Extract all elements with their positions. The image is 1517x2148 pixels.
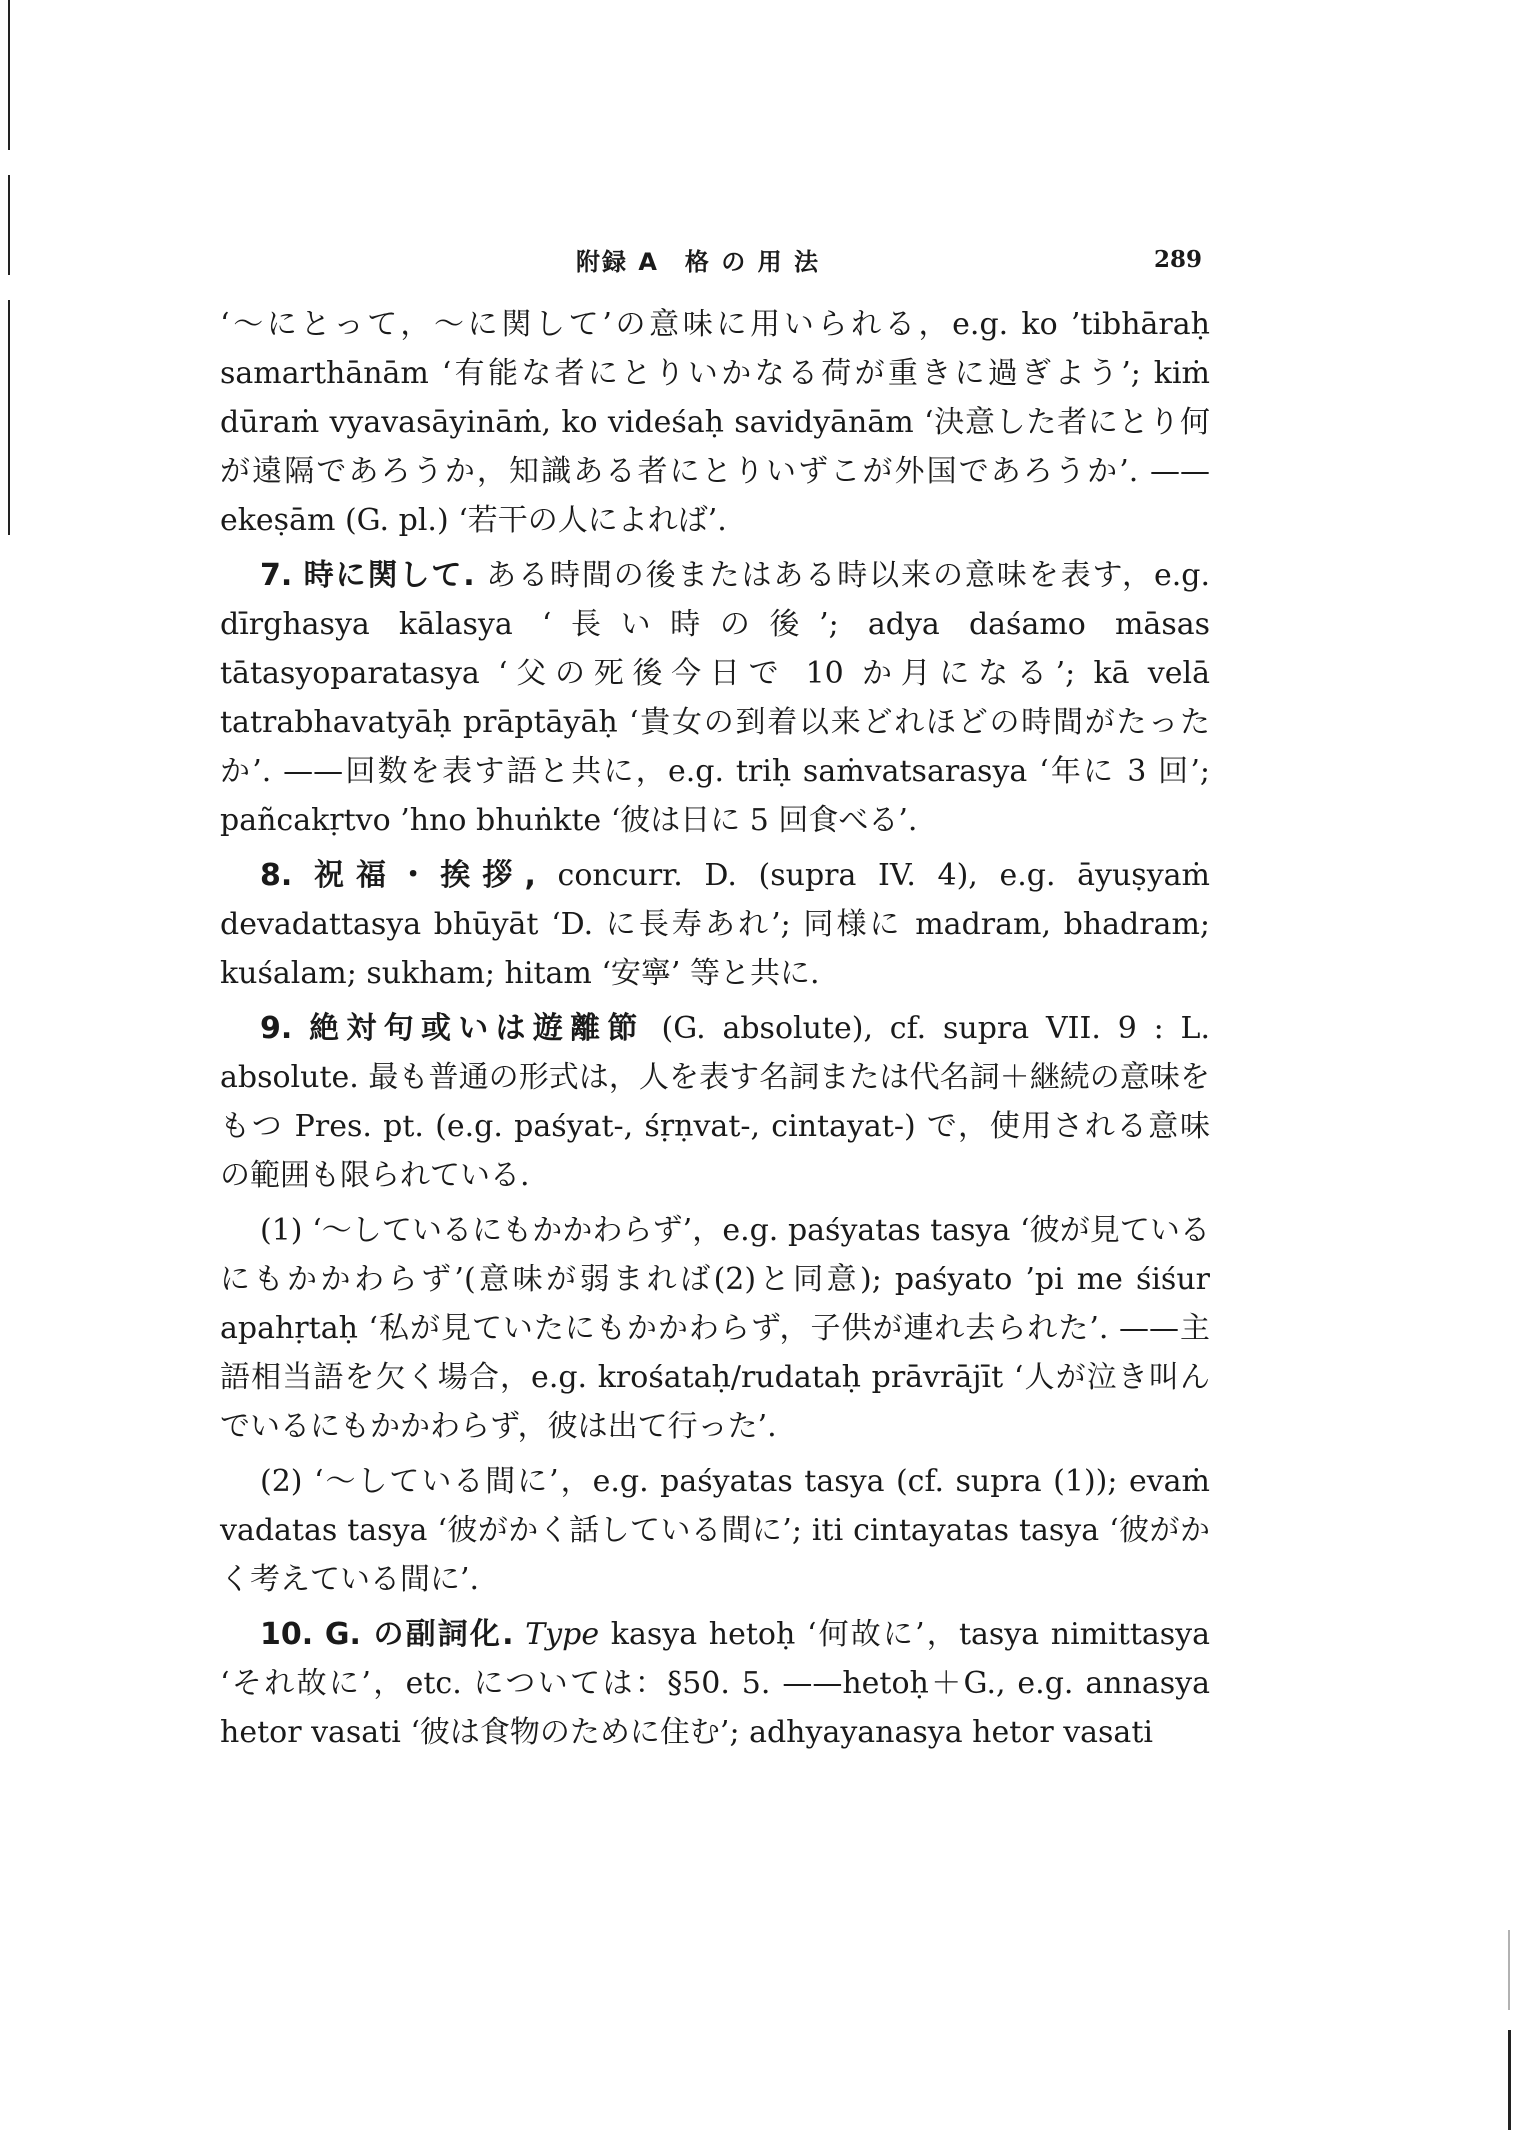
type-word: Type — [513, 1617, 600, 1652]
scan-edge-mark — [1508, 1930, 1510, 2010]
section-number: 10. — [260, 1617, 314, 1652]
scan-edge-mark — [8, 175, 10, 275]
section-number: 8. — [260, 858, 293, 893]
section-number: 9. — [260, 1011, 293, 1046]
section-9-subitem-1 — [220, 1206, 1210, 1451]
section-title: G. の副詞化. — [324, 1617, 514, 1652]
section-title: 祝福・挨拶, — [313, 858, 536, 893]
page-number: 289 — [1153, 246, 1202, 273]
paragraph-text: ‘～にとって，～に関して’の意味に用いられる，e.g. ko ’tibhāraḥ samarthānām ‘有能な者にとりいかなる荷が重きに過ぎよう’; kiṁ dūraṁ vyavasāyināṁ, ko videśaḥ savidyānām ‘決意した者にとり何が遠隔であろうか，知識ある者にとりいずこが外国であろうか’. ——ekeṣām (G. pl.) ‘若干の人によれば’. — [220, 307, 1210, 538]
paragraph-continuation — [220, 300, 1210, 545]
section-10 — [220, 1610, 1210, 1757]
section-9-subitem-2 — [220, 1457, 1210, 1604]
body-text — [220, 300, 1210, 1763]
section-7 — [220, 551, 1210, 845]
running-title: 附録 A 格 の 用 法 — [576, 248, 820, 276]
scan-edge-mark — [1508, 2030, 1511, 2130]
section-number: 7. — [260, 558, 293, 593]
section-8 — [220, 851, 1210, 998]
paragraph-text: (1) ‘～しているにもかかわらず’，e.g. paśyatas tasya ‘彼が見ているにもかかわらず’(意味が弱まれば(2)と同意); paśyato ’pi me śiśur apahṛtaḥ ‘私が見ていたにもかかわらず，子供が連れ去られた’. ——主語相当語を欠く場合，e.g. krośataḥ/rudataḥ prāvrājīt ‘人が泣き叫んでいるにもかかわらず，彼は出て行った’. — [220, 1213, 1210, 1444]
scan-edge-mark — [8, 300, 10, 535]
section-title: 絶対句或いは遊離節 — [309, 1011, 645, 1046]
paragraph-text: kasya hetoḥ ‘何故に’，tasya nimittasya ‘それ故に’，etc. については：§50. 5. ——hetoḥ＋G., e.g. annasya hetor vasati ‘彼は食物のために住む’; adhyayanasya hetor vasati — [220, 1617, 1210, 1750]
paragraph-text: (2) ‘～している間に’，e.g. paśyatas tasya (cf. supra (1)); evaṁ vadatas tasya ‘彼がかく話している間に’; iti cintayatas tasya ‘彼がかく考えている間に’. — [220, 1464, 1210, 1597]
paragraph-text: ある時間の後またはある時以来の意味を表す，e.g. dīrghasya kālasya ‘長い時の後’; adya daśamo māsas tātasyoparatasya ‘父の死後今日で 10 か月になる’; kā velā tatrabhavatyāḥ prāptāyāḥ ‘貴女の到着以来どれほどの時間がたったか’. ——回数を表す語と共に，e.g. triḥ saṁvatsarasya ‘年に 3 回’; pañcakṛtvo ’hno bhuṅkte ‘彼は日に 5 回食べる’. — [220, 558, 1210, 838]
page-header — [220, 240, 1210, 280]
scan-edge-mark — [8, 0, 10, 150]
paragraph-text: concurr. D. (supra IV. 4), e.g. āyuṣyaṁ devadattasya bhūyāt ‘D. に長寿あれ’; 同様に madram, bhadram; kuśalam; sukham; hitam ‘安寧’ 等と共に. — [220, 858, 1210, 991]
section-9 — [220, 1004, 1210, 1200]
section-title: 時に関して. — [303, 558, 475, 593]
paragraph-text: (G. absolute), cf. supra VII. 9 : L. absolute. 最も普通の形式は，人を表す名詞または代名詞＋継続の意味をもつ Pres. pt. (e.g. paśyat-, śṛṇvat-, cintayat-) で，使用される意味の範囲も限られている. — [220, 1011, 1210, 1193]
